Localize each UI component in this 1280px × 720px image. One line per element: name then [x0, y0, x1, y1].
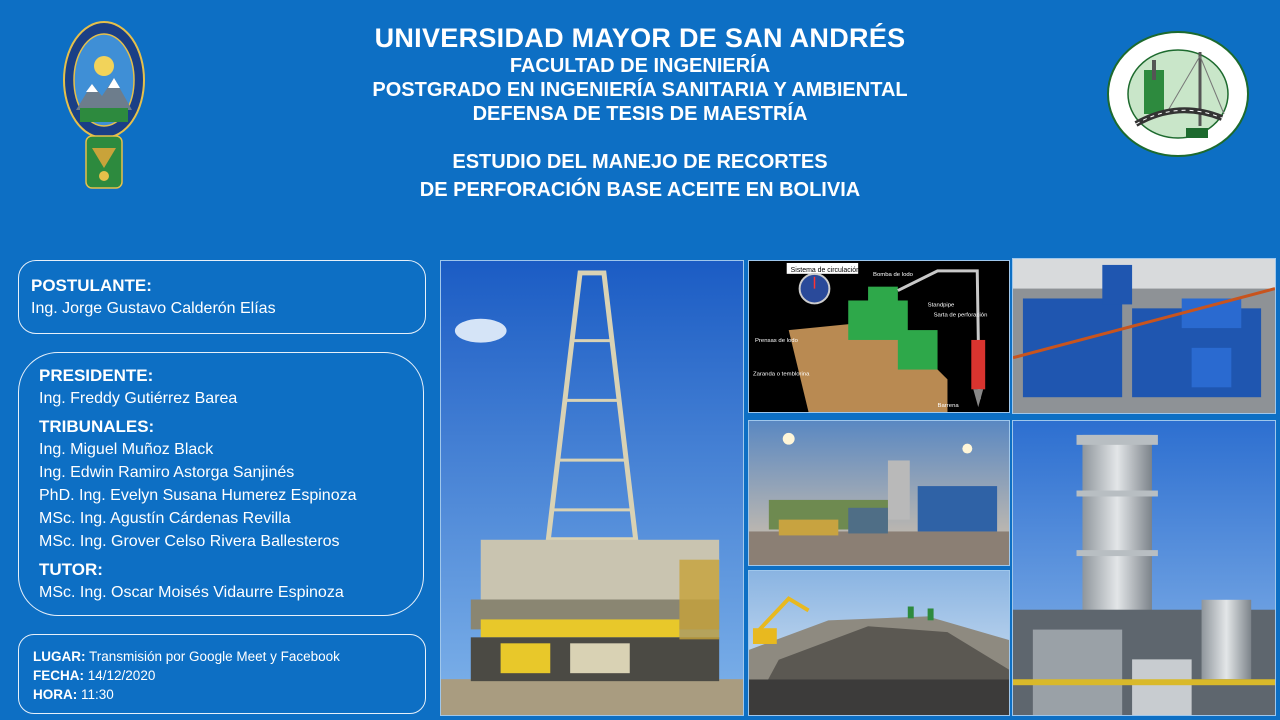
- fecha-value: 14/12/2020: [87, 668, 156, 683]
- tutor-name: MSc. Ing. Oscar Moisés Vidaurre Espinoza: [39, 584, 344, 601]
- tribunal-member: MSc. Ing. Grover Celso Rivera Ballesteros: [39, 533, 340, 550]
- defense-title: DEFENSA DE TESIS DE MAESTRÍA: [472, 103, 808, 126]
- tribunales-label: TRIBUNALES:: [39, 417, 155, 436]
- drilling-rig-photo: [440, 260, 744, 716]
- tribunal-member: MSc. Ing. Agustín Cárdenas Revilla: [39, 510, 291, 527]
- presidente-label: PRESIDENTE:: [39, 366, 154, 385]
- fecha-label: FECHA:: [33, 668, 84, 683]
- mud-tanks-photo: [1012, 258, 1276, 414]
- slide-header: [250, 22, 1030, 204]
- treatment-plant-photo: [748, 420, 1010, 566]
- lugar-label: LUGAR:: [33, 649, 86, 664]
- fecha-line: [33, 666, 411, 685]
- hora-value: 11:30: [81, 687, 114, 702]
- label-zaranda: Zaranda o temblorina: [752, 371, 810, 378]
- postulante-name: Ing. Jorge Gustavo Calderón Elías: [31, 300, 276, 317]
- thesis-title: [250, 148, 1030, 204]
- event-info-box: [18, 634, 426, 714]
- industrial-stack-photo: [1012, 420, 1276, 716]
- umsa-seal-logo: [62, 18, 146, 194]
- thesis-title-line1: ESTUDIO DEL MANEJO DE RECORTES: [452, 151, 828, 174]
- postgrad-title: POSTGRADO EN INGENIERÍA SANITARIA Y AMBIENTAL: [372, 79, 908, 102]
- hora-label: HORA:: [33, 687, 78, 702]
- thesis-title-line2: DE PERFORACIÓN BASE ACEITE EN BOLIVIA: [419, 179, 861, 202]
- diagram-title: Sistema de circulación: [790, 266, 860, 274]
- postulante-box: [18, 260, 426, 334]
- lugar-line: [33, 647, 411, 666]
- label-prensas: Prensas de lodo: [754, 337, 798, 344]
- tribunal-member: Ing. Miguel Muñoz Black: [39, 441, 214, 458]
- lugar-value: Transmisión por Google Meet y Facebook: [89, 649, 340, 664]
- tribunal-member: PhD. Ing. Evelyn Susana Humerez Espinoza: [39, 487, 357, 504]
- tribunal-box: [18, 352, 424, 616]
- label-barrena: Barrena: [937, 403, 959, 410]
- label-standpipe: Standpipe: [927, 302, 955, 309]
- label-sarta: Sarta de perforación: [933, 312, 988, 319]
- label-bomba: Bomba de lodo: [873, 271, 913, 278]
- tribunal-member: Ing. Edwin Ramiro Astorga Sanjinés: [39, 464, 295, 481]
- tutor-label: TUTOR:: [39, 560, 103, 579]
- university-title: UNIVERSIDAD MAYOR DE SAN ANDRÉS: [374, 23, 906, 53]
- faculty-title: FACULTAD DE INGENIERÍA: [509, 55, 771, 78]
- postulante-label: POSTULANTE:: [31, 276, 152, 295]
- ingenieria-civil-logo: [1106, 30, 1250, 158]
- hora-line: [33, 685, 411, 704]
- cuttings-pile-photo: [748, 570, 1010, 716]
- presidente-name: Ing. Freddy Gutiérrez Barea: [39, 390, 238, 407]
- circulation-system-diagram: [748, 260, 1010, 413]
